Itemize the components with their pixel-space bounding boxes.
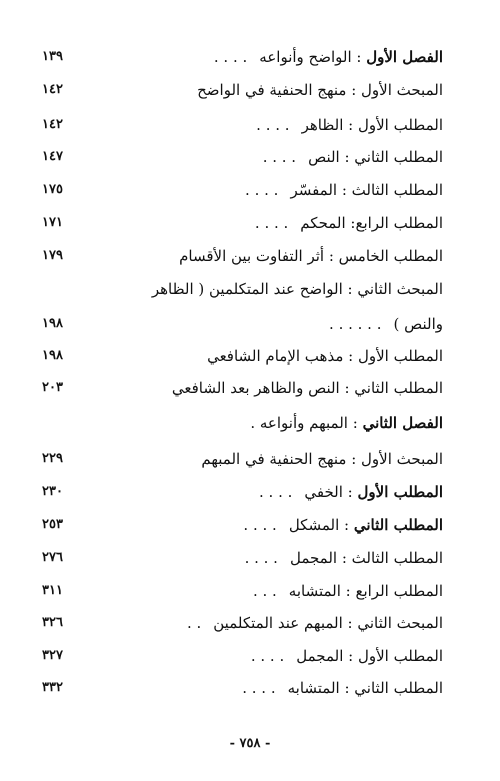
- toc-entry-title: [172, 373, 443, 403]
- toc-entry-page-number: ١٧١: [42, 215, 63, 230]
- toc-entry-title-bold: المطلب الثاني: [353, 516, 443, 534]
- toc-entry: [0, 543, 500, 573]
- toc-entry-leader-dots: . . . .: [242, 679, 276, 697]
- toc-entry: [0, 208, 500, 238]
- toc-entry-title-bold: الفصل الأول: [366, 48, 443, 66]
- toc-entry-title-bold: الفصل الثاني: [362, 414, 443, 432]
- toc-entry-title-text: : الخفي: [304, 483, 358, 501]
- toc-entry-page-number: ١٤٢: [42, 117, 63, 132]
- toc-entry-leader-dots: . . . .: [254, 214, 289, 232]
- toc-entry-title: [302, 110, 443, 140]
- toc-entry: [0, 175, 500, 205]
- toc-entry-page-number: ١٩٨: [42, 316, 63, 331]
- toc-entry: [0, 576, 500, 606]
- toc-entry-leader-dots: . . . .: [262, 148, 297, 166]
- toc-entry: [0, 241, 500, 271]
- toc-entry-title: [290, 175, 443, 205]
- toc-entry-title-text: المطلب الثالث : المفسّر: [290, 181, 443, 199]
- toc-entry: [0, 42, 500, 72]
- toc-entry-leader-dots: . .: [186, 614, 202, 632]
- toc-entry-page-number: ٣٢٧: [42, 648, 63, 663]
- toc-entry-title: [201, 444, 443, 474]
- toc-entry-page-number: ٣٣٢: [42, 680, 63, 695]
- toc-entry-leader-dots: . . . .: [213, 48, 248, 66]
- toc-entry: [0, 641, 500, 671]
- page-number-footer: - ٧٥٨ -: [229, 736, 271, 751]
- toc-entry-page-number: ٢٣٠: [42, 484, 63, 499]
- toc-entry-title-text: المبحث الأول : منهج الحنفية في الواضح: [197, 81, 443, 99]
- toc-entry-title: [289, 510, 443, 540]
- toc-entry: [0, 408, 500, 438]
- toc-entry-title: [250, 408, 443, 438]
- toc-entry-leader-dots: . . .: [252, 582, 277, 600]
- toc-entry-page-number: ١٩٨: [42, 348, 63, 363]
- toc-entry: [0, 444, 500, 474]
- toc-entry-page-number: ١٣٩: [42, 49, 63, 64]
- toc-entry-title-text: المطلب الأول : الظاهر: [301, 116, 443, 134]
- toc-entry-title-text: المبحث الثاني : المبهم عند المتكلمين: [213, 614, 443, 632]
- toc-entry-title: [393, 309, 443, 339]
- toc-entry-title-text: المطلب الثاني : النص: [308, 148, 443, 166]
- toc-entry-title: [288, 673, 443, 703]
- toc-entry-leader-dots: . . . .: [256, 116, 290, 134]
- toc-entry-page-number: ٢٢٩: [42, 451, 63, 466]
- toc-entry-page-number: ٢٥٣: [42, 517, 63, 532]
- toc-entry-page-number: ٣١١: [42, 583, 63, 598]
- toc-entry-leader-dots: . . . .: [243, 516, 277, 534]
- toc-entry-leader-dots: . . . .: [250, 647, 285, 665]
- toc-entry-title-text: المطلب الثالث : المجمل: [289, 549, 443, 567]
- toc-entry-title: [296, 641, 443, 671]
- toc-entry-title-text: المطلب الثاني : المتشابه: [287, 679, 443, 697]
- toc-entry-page-number: ٣٢٦: [42, 615, 63, 630]
- toc-entry: [0, 373, 500, 403]
- toc-entry-title: [289, 576, 443, 606]
- toc-entry-page-number: ١٧٥: [42, 182, 63, 197]
- toc-entry-title-text: المطلب الأول : مذهب الإمام الشافعي: [207, 347, 443, 365]
- toc-entry: [0, 75, 500, 105]
- toc-entry-title: [197, 75, 443, 105]
- toc-entry: [0, 673, 500, 703]
- toc-entry: [0, 477, 500, 507]
- toc-entry-title: [304, 477, 443, 507]
- toc-entry: [0, 309, 500, 339]
- toc-entry-title-text: : الواضح وأنواعه: [259, 48, 367, 66]
- toc-entry-title-text: : المشكل: [288, 516, 354, 534]
- toc-entry-title-bold: المطلب الأول: [357, 483, 443, 501]
- toc-entry-title: [308, 142, 443, 172]
- toc-entry-title-text: المطلب الخامس : أثر التفاوت بين الأقسام: [179, 247, 443, 265]
- toc-entry-leader-dots: . . . .: [259, 483, 293, 501]
- toc-entry-title-text: المطلب الرابع: المحكم: [300, 214, 443, 232]
- toc-entry-leader-dots: . . . .: [245, 181, 279, 199]
- toc-entry-page-number: ٢٠٣: [42, 380, 63, 395]
- toc-entry-title: [179, 241, 443, 271]
- toc-entry-title: [259, 42, 443, 72]
- toc-entry-title-text: المبحث الثاني : الواضح عند المتكلمين ( الظاهر: [151, 280, 443, 298]
- toc-entry-title-text: والنص ): [393, 315, 443, 333]
- toc-entry-page-number: ٢٧٦: [42, 550, 63, 565]
- toc-entry-title: [207, 341, 443, 371]
- toc-entry-page-number: ١٧٩: [42, 248, 63, 263]
- toc-entry: [0, 510, 500, 540]
- toc-entry: [0, 608, 500, 638]
- toc-entry: [0, 142, 500, 172]
- toc-entry-page-number: ١٤٧: [42, 149, 63, 164]
- toc-entry-title-text: المبحث الأول : منهج الحنفية في المبهم: [201, 450, 443, 468]
- toc-entry: [0, 110, 500, 140]
- toc-entry: [0, 341, 500, 371]
- toc-entry-title-text: : المبهم وأنواعه .: [250, 414, 363, 432]
- toc-entry-leader-dots: . . . .: [244, 549, 278, 567]
- toc-entry-title-text: المطلب الثاني : النص والظاهر بعد الشافعي: [171, 379, 443, 397]
- toc-entry-title: [213, 608, 443, 638]
- toc-entry: [0, 274, 500, 304]
- toc-entry-leader-dots: . . . . . .: [329, 315, 382, 333]
- toc-entry-page-number: ١٤٢: [42, 82, 63, 97]
- toc-entry-title-text: المطلب الرابع : المتشابه: [288, 582, 443, 600]
- toc-entry-title: [152, 274, 443, 304]
- toc-entry-title-text: المطلب الأول : المجمل: [296, 647, 443, 665]
- toc-entry-title: [300, 208, 443, 238]
- toc-entry-title: [290, 543, 443, 573]
